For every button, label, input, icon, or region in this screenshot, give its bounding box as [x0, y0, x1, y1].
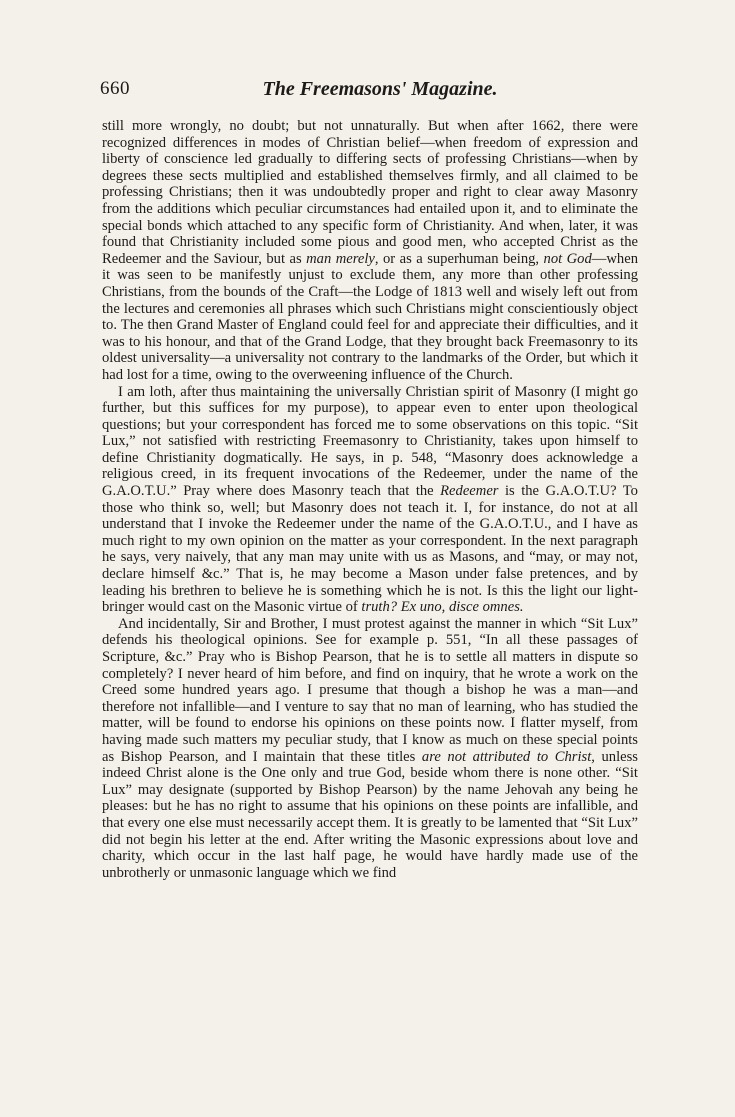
paragraph-1 [102, 118, 638, 384]
running-title: The Freemasons' Magazine. [262, 78, 498, 100]
text-run: —when it was seen to be manifestly unjust to exclude them, any more than other professing Christians, from the bounds of the Craft—the Lodge of 1813 well and wisely left out from the lectures and ceremonies all phrases which such Christians might conscientiously object to. The then Grand Master of England could feel for and appreciate their difficulties, and it was to his honour, and that of the Grand Lodge, that they brought back Freemasonry to its oldest universality—a universality not contrary to the landmarks of the Order, but which it had lost for a time, owing to the overweening influence of the Church. [102, 250, 638, 383]
page-header [100, 78, 660, 106]
italic-text-run: truth? Ex uno, disce omnes. [361, 599, 524, 616]
text-run: And incidentally, Sir and Brother, I must protest against the manner in which “Sit Lux” defends his theological opinions. See for example p. 551, “In all these passages of Scripture, &c.” Pray who is Bishop Pearson, that he is to settle all matters in dispute so completely? I never heard of him before, and find on inquiry, that he wrote a work on the Creed some hundred years ago. I presume that though a bishop he was a man—and therefore not infallible—and I venture to say that no man of learning, who has studied the matter, will be found to endorse his opinions on these points now. I flatter myself, from having made such matters my peculiar study, that I know as much on these special points as Bishop Pearson, and I maintain that these titles [102, 615, 638, 765]
text-run: is the G.A.O.T.U? To those who think so, well; but Masonry does not teach it. I, for instance, do not at all understand that I invoke the Redeemer under the name of the G.A.O.T.U., and I have as much right to my own opinion on the matter as your correspondent. In the next paragraph he says, very naively, that any man may unite with us as Masons, and “may, or may not, declare himself &c.” That is, he may become a Mason under false pretences, and by leading his brethren to believe he is something which he is not. Is this the light our light-bringer would cast on the Masonic virtue of [102, 483, 638, 616]
text-run: still more wrongly, no doubt; but not unnaturally. But when after 1662, there were recognized differences in modes of Christian belief—when freedom of expression and liberty of conscience led gradually to differing sects of professing Christians—when by degrees these sects multiplied and established themselves firmly, and all claimed to be professing Christians; then it was undoubtedly proper and right to clear away Masonry from the additions which peculiar circumstances had entailed upon it, and to eliminate the special bonds which attached to any specific form of Christianity. And when, later, it was found that Christianity included some pious and good men, who accepted Christ as the Redeemer and the Saviour, but as [102, 118, 638, 267]
text-run: I am loth, after thus maintaining the universally Christian spirit of Masonry (I might go further, but this suffices for my purpose), to appear even to enter upon theological questions; but your correspondent has forced me to some observations on this topic. “Sit Lux,” not satisfied with restricting Freemasonry to Christianity, takes upon himself to define Christianity dogmatically. He says, in p. 548, “Masonry does acknowledge a religious creed, in its frequent invocations of the Redeemer, under the name of the G.A.O.T.U.” Pray where does Masonry teach that the [102, 383, 638, 500]
text-run: , unless indeed Christ alone is the One only and true God, beside whom there is none other. “Sit Lux” may designate (supported by Bishop Pearson) by the name Jehovah any being he pleases: but he has no right to assume that his opinions on these points are infallible, and that every one else must necessarily accept them. It is greatly to be lamented that “Sit Lux” did not begin his letter at the end. After writing the Masonic expressions about love and charity, which occur in the last half page, he would have hardly made use of the unbrotherly or unmasonic language which we find [102, 748, 638, 881]
article-body [102, 118, 638, 881]
text-run: , or as a superhuman being, [374, 250, 544, 267]
paragraph-2 [102, 384, 638, 616]
page-number: 660 [100, 78, 130, 99]
italic-text-run: Redeemer [440, 483, 499, 500]
italic-text-run: are not attributed to Christ [421, 748, 592, 765]
italic-text-run: man merely [306, 250, 375, 267]
paragraph-3 [102, 616, 638, 882]
italic-text-run: not God [543, 250, 592, 267]
